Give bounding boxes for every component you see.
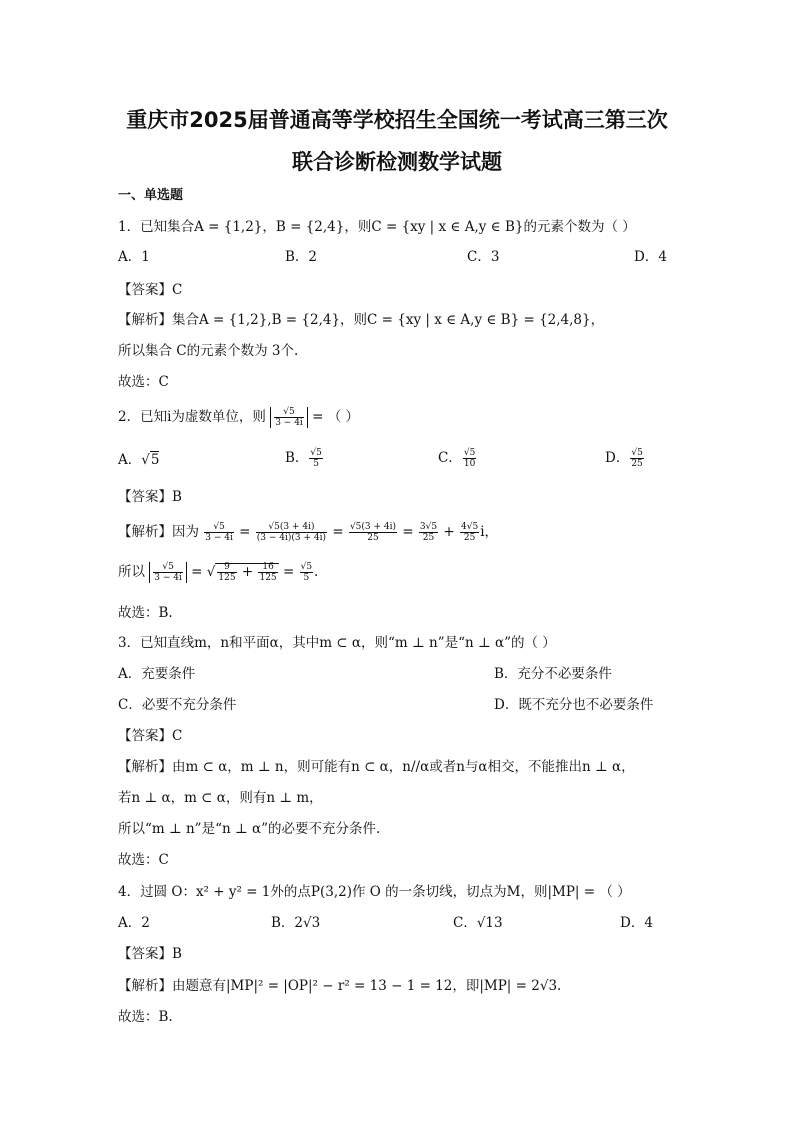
q1-analysis-line1: 【解析】集合A = {1,2},B = {2,4}，则C = {xy | x ∈ A,y ∈ B} = {2,4,8}，: [118, 312, 605, 328]
q4-option-a: A．2: [118, 915, 150, 931]
q1-option-a: A．1: [118, 249, 150, 265]
q2-stem-prefix: 2．已知i为虚数单位，则: [118, 409, 266, 425]
q4-answer: 【答案】B: [118, 946, 182, 962]
q4-analysis-line2: 故选：B.: [118, 1009, 173, 1025]
q2-stem-suffix: = （ ）: [312, 409, 360, 425]
q2-analysis-end: 故选：B.: [118, 605, 173, 621]
q2-analysis-line2: 所以 $\frac{√5}{3 - 4i}$ = √ $\frac{9}{125}$ + $\frac{16}{125}$ = $\frac{√5}{5}$ .: [118, 562, 319, 583]
q1-option-c: C．3: [467, 249, 500, 265]
q2-analysis-line1: 【解析】因为 $\frac{√5}{3 - 4i}$ = $\frac{√5(3 + 4i)}{(3 - 4i)(3 + 4i)}$ = $\frac{√5(3 + 4i)}{25}$ = $\frac{3√5}{25}$ + $\frac{4√5}{25}$ i，: [118, 522, 499, 543]
q4-option-b: B．2√3: [271, 915, 321, 931]
question-3-stem: 3．已知直线m，n和平面α，其中m ⊂ α，则“m ⊥ n”是“n ⊥ α”的（ ）: [118, 635, 556, 651]
question-2-stem: [118, 407, 359, 428]
q4-option-d: D．4: [620, 915, 653, 931]
q3-analysis-line1: 【解析】由m ⊂ α，m ⊥ n，则可能有n ⊂ α，n//α或者n与α相交，不能推出n ⊥ α，: [118, 759, 635, 775]
q4-option-c: C．√13: [453, 915, 503, 931]
q1-analysis-line3: 故选：C: [118, 374, 169, 390]
q2-option-d: D． $\frac{√5}{25}$: [605, 448, 643, 469]
q2-answer: 【答案】B: [118, 489, 182, 505]
question-4-stem: 4．过圆 O：x² + y² = 1外的点P(3,2)作 O 的一条切线，切点为M，则|MP| = （ ）: [118, 884, 631, 900]
q1-analysis-line2: 所以集合 C的元素个数为 3个.: [118, 343, 299, 359]
q3-analysis-line3: 所以“m ⊥ n”是“n ⊥ α”的必要不充分条件.: [118, 821, 381, 837]
q3-option-b: B．充分不必要条件: [494, 666, 612, 682]
q4-analysis-line1: 【解析】由题意有|MP|² = |OP|² − r² = 13 − 1 = 12，即|MP| = 2√3.: [118, 978, 562, 994]
section-heading: 一、单选题: [118, 188, 184, 203]
q1-answer: 【答案】C: [118, 282, 183, 298]
q1-option-d: D．4: [634, 249, 667, 265]
q2-option-b: B． $\frac{√5}{5}$: [285, 448, 322, 469]
q2-option-a: A．√5: [118, 452, 160, 468]
question-1-stem: 1．已知集合A = {1,2}，B = {2,4}，则C = {xy | x ∈ A,y ∈ B}的元素个数为（ ）: [118, 219, 636, 235]
q1-option-b: B．2: [285, 249, 318, 265]
page-subtitle: 联合诊断检测数学试题: [292, 150, 502, 174]
q3-analysis-line2: 若n ⊥ α，m ⊂ α，则有n ⊥ m，: [118, 790, 323, 806]
q3-analysis-line4: 故选：C: [118, 852, 169, 868]
q3-option-a: A．充要条件: [118, 666, 196, 682]
page-title: 重庆市2025届普通高等学校招生全国统一考试高三第三次: [126, 108, 668, 132]
q3-option-d: D．既不充分也不必要条件: [494, 697, 654, 713]
q3-answer: 【答案】C: [118, 728, 183, 744]
q2-option-c: C． $\frac{√5}{10}$: [438, 448, 476, 469]
q3-option-c: C．必要不充分条件: [118, 697, 237, 713]
q2-abs-fraction: $\frac{√5}{3 - 4i}$: [270, 407, 308, 428]
